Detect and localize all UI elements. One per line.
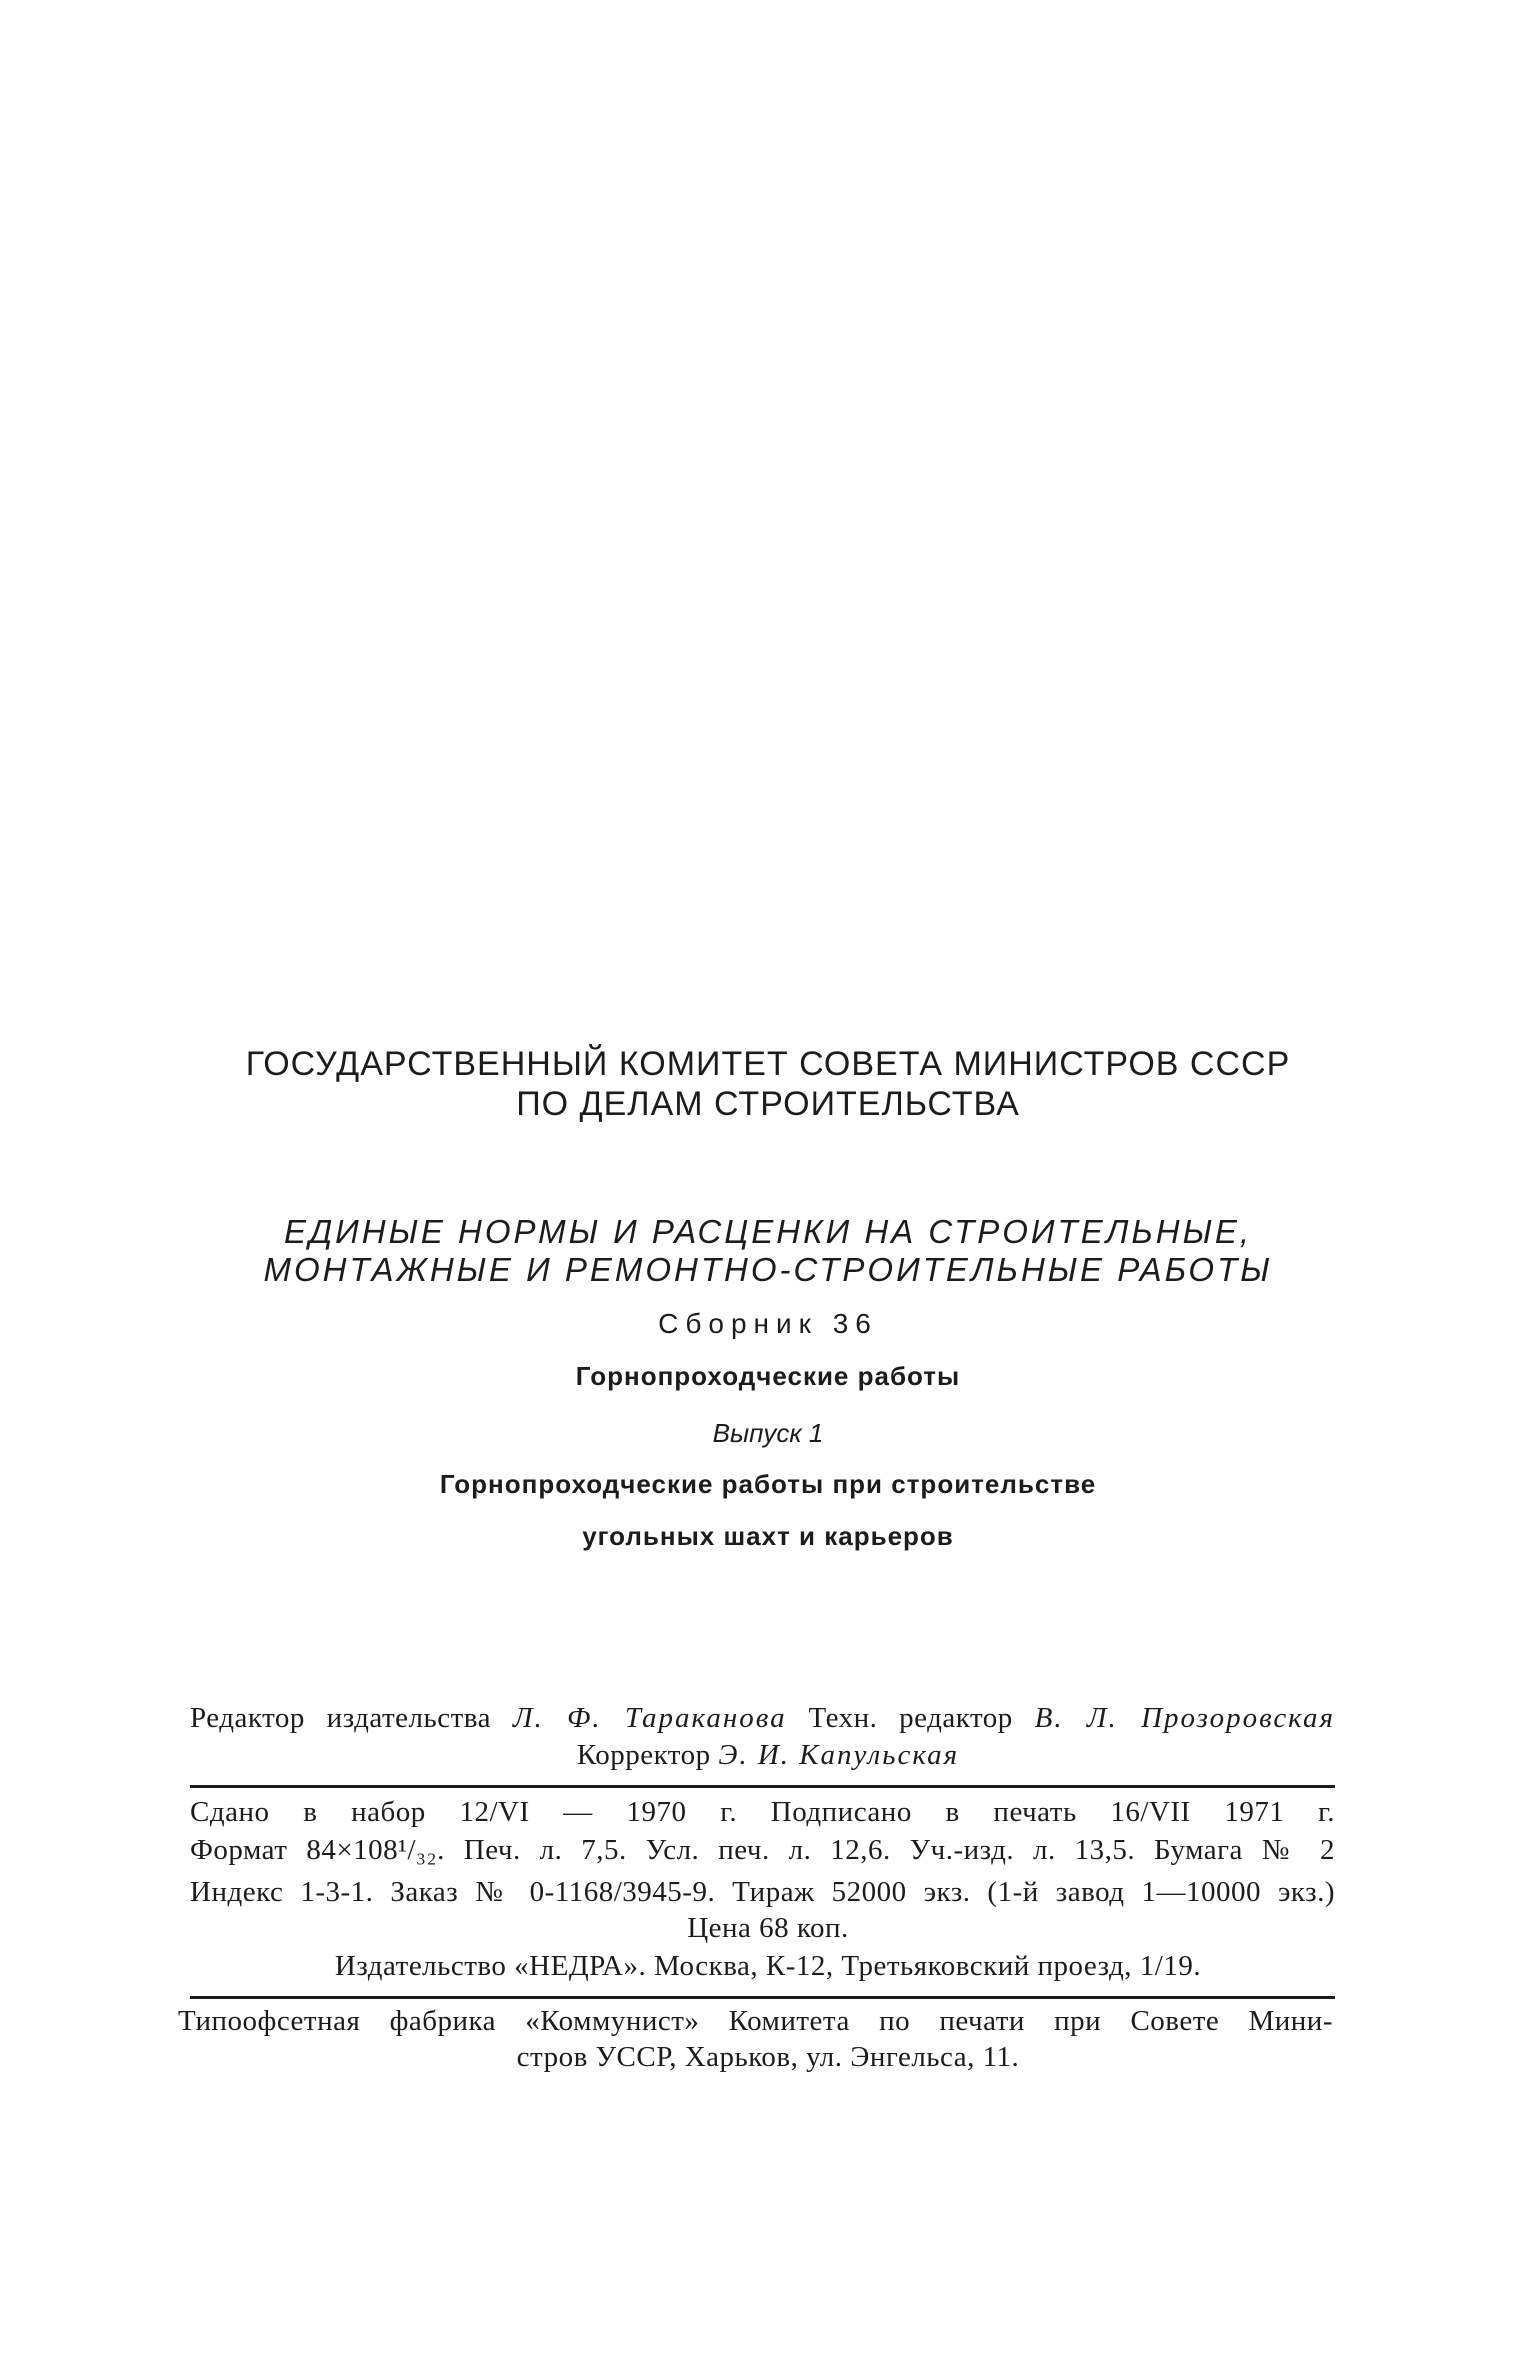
divider-top — [190, 1785, 1335, 1788]
credits-line-2 — [0, 1739, 1536, 1772]
proofreader-label: Корректор — [576, 1739, 711, 1771]
imprint-line-3: Индекс 1-3-1. Заказ № 0-1168/3945-9. Тираж 52000 экз. (1-й завод 1—10000 экз.) — [190, 1876, 1335, 1908]
proofreader-name: Э. И. Капульская — [718, 1739, 960, 1771]
price: Цена 68 коп. — [687, 1912, 849, 1944]
divider-bottom — [190, 1996, 1335, 1999]
printer-line-2: стров УССР, Харьков, ул. Энгельса, 11. — [516, 2041, 1020, 2073]
issue-subject-line-2: угольных шахт и карьеров — [582, 1521, 954, 1551]
publisher: Издательство «НЕДРА». Москва, К-12, Третьяковский проезд, 1/19. — [334, 1950, 1202, 1982]
issue-label: Выпуск 1 — [712, 1418, 824, 1448]
collection-subject: Горнопроходческие работы — [575, 1361, 961, 1391]
tech-editor-name: В. Л. Прозоровская — [1034, 1702, 1336, 1734]
editor-label: Редактор издательства — [190, 1702, 491, 1734]
title-line-1: ЕДИНЫЕ НОРМЫ И РАСЦЕНКИ НА СТРОИТЕЛЬНЫЕ, — [283, 1213, 1253, 1250]
tech-editor-label: Техн. редактор — [808, 1702, 1013, 1734]
title-line-2: МОНТАЖНЫЕ И РЕМОНТНО-СТРОИТЕЛЬНЫЕ РАБОТЫ — [263, 1251, 1273, 1288]
imprint-line-2: Формат 84×108¹/₃₂. Печ. л. 7,5. Усл. печ. л. 12,6. Уч.-изд. л. 13,5. Бумага № 2 — [190, 1834, 1335, 1866]
imprint-line-1: Сдано в набор 12/VI — 1970 г. Подписано в печать 16/VII 1971 г. — [190, 1796, 1335, 1828]
issue-subject-line-1: Горнопроходческие работы при строительстве — [439, 1469, 1097, 1499]
credits-line-1 — [190, 1702, 1335, 1735]
committee-line-2: ПО ДЕЛАМ СТРОИТЕЛЬСТВА — [516, 1085, 1020, 1123]
committee-line-1: ГОСУДАРСТВЕННЫЙ КОМИТЕТ СОВЕТА МИНИСТРОВ СССР — [245, 1045, 1291, 1083]
editor-name: Л. Ф. Тараканова — [512, 1702, 787, 1734]
collection-label: Сборник 36 — [658, 1308, 878, 1339]
printer-line-1: Типоофсетная фабрика «Коммунист» Комитета по печати при Совете Мини- — [178, 2005, 1333, 2037]
